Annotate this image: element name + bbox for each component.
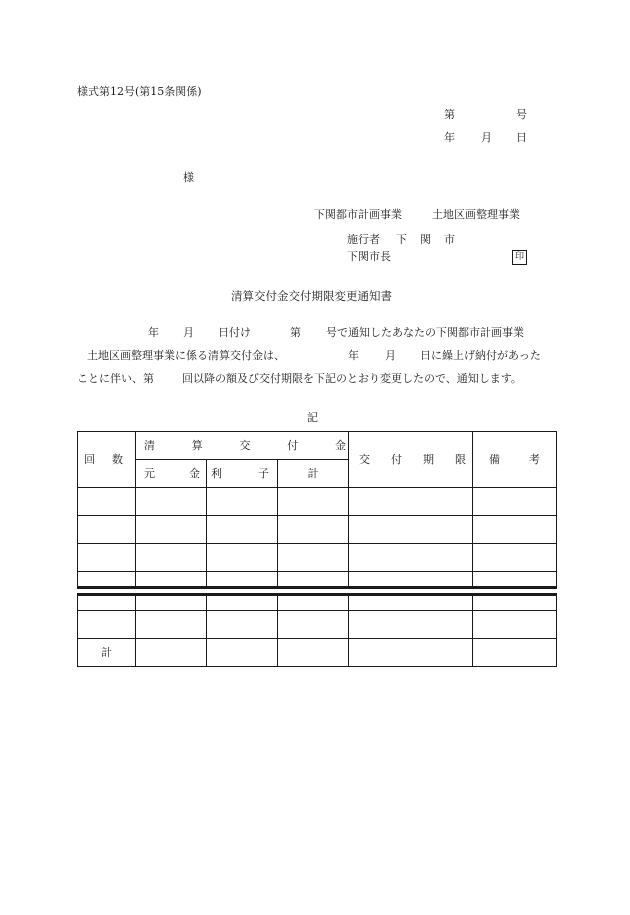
header-kaisu-2: 数 bbox=[112, 452, 123, 466]
doc-number-dai: 第 bbox=[444, 108, 455, 121]
body-l1-month: 月 bbox=[183, 326, 194, 339]
seal-glyph: 印 bbox=[512, 250, 527, 265]
table-row bbox=[78, 516, 557, 544]
header-ganko bbox=[136, 460, 207, 488]
body-l3-start: ことに伴い、第 bbox=[77, 372, 154, 385]
body-l2-start: 土地区画整理事業に係る清算交付金は、 bbox=[87, 349, 285, 362]
header-biko-2: 考 bbox=[529, 452, 540, 466]
table-row bbox=[78, 488, 557, 516]
executor-city-1: 下 bbox=[396, 233, 407, 246]
doc-number-go: 号 bbox=[516, 108, 527, 121]
body-l2-month: 月 bbox=[385, 349, 396, 362]
header-kigen bbox=[349, 432, 473, 488]
body-l3-rest: 回以降の額及び交付期限を下記のとおり変更したので、通知します。 bbox=[182, 372, 522, 385]
header-kei: 計 bbox=[278, 460, 349, 488]
document-title: 清算交付金交付期限変更通知書 bbox=[231, 289, 392, 303]
header-seisan-5: 金 bbox=[335, 438, 346, 452]
issuer-project1: 下関都市計画事業 bbox=[314, 208, 402, 221]
header-kigen-2: 付 bbox=[391, 452, 402, 466]
schedule-table bbox=[77, 431, 557, 667]
body-l1-dai: 第 bbox=[290, 326, 301, 339]
body-l1-year: 年 bbox=[148, 326, 159, 339]
mayor-title: 下関市長 bbox=[347, 250, 391, 263]
header-row-1 bbox=[78, 432, 557, 460]
form-label: 様式第12号(第15条関係) bbox=[77, 85, 202, 98]
header-seisan bbox=[136, 432, 349, 460]
header-seisan-3: 交 bbox=[239, 438, 251, 452]
table-row bbox=[78, 572, 557, 588]
date-year: 年 bbox=[444, 131, 455, 144]
header-ganko-2: 金 bbox=[189, 466, 200, 480]
body-l1-date: 日付け bbox=[218, 326, 251, 339]
header-seisan-2: 算 bbox=[191, 438, 203, 452]
header-seisan-1: 清 bbox=[144, 438, 155, 452]
total-label: 計 bbox=[78, 639, 136, 667]
executor-label: 施行者 bbox=[347, 233, 380, 246]
table-row bbox=[78, 544, 557, 572]
date-month: 月 bbox=[481, 131, 492, 144]
header-rishi bbox=[207, 460, 278, 488]
issuer-project2: 土地区画整理事業 bbox=[432, 208, 520, 221]
header-kaisu bbox=[78, 432, 136, 488]
ki-label: 記 bbox=[307, 411, 318, 424]
header-ganko-1: 元 bbox=[144, 466, 155, 480]
executor-city-3: 市 bbox=[444, 233, 455, 246]
header-kigen-4: 限 bbox=[455, 452, 466, 466]
executor-city-2: 関 bbox=[420, 233, 431, 246]
body-l1-rest: 号で通知したあなたの下関都市計画事業 bbox=[326, 326, 524, 339]
header-kigen-1: 交 bbox=[359, 452, 370, 466]
header-biko bbox=[473, 432, 557, 488]
header-rishi-1: 利 bbox=[211, 466, 222, 480]
header-seisan-4: 付 bbox=[287, 438, 299, 452]
table-row bbox=[78, 595, 557, 611]
body-l2-rest: 日に繰上げ納付があった bbox=[420, 349, 541, 362]
header-kigen-3: 期 bbox=[423, 452, 434, 466]
header-kaisu-1: 回 bbox=[84, 452, 95, 466]
date-day: 日 bbox=[516, 131, 527, 144]
addressee-suffix: 様 bbox=[183, 171, 194, 184]
total-row bbox=[78, 639, 557, 667]
seal-mark bbox=[512, 249, 527, 265]
body-l2-year: 年 bbox=[348, 349, 359, 362]
header-rishi-2: 子 bbox=[258, 466, 269, 480]
table-row bbox=[78, 611, 557, 639]
header-biko-1: 備 bbox=[489, 452, 500, 466]
omission-break-row bbox=[78, 588, 557, 595]
